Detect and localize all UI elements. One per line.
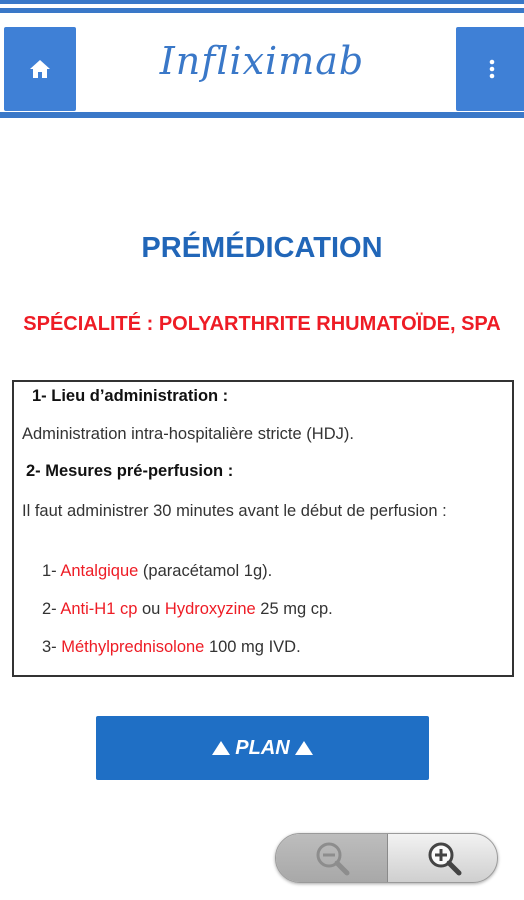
drug-name: Antalgique [60,562,139,580]
triangle-up-icon [294,740,314,756]
dosage-text: ou [137,600,165,618]
zoom-out-button[interactable] [276,834,387,882]
drug-name: Hydroxyzine [164,600,256,618]
specialty-heading: SPÉCIALITÉ : POLYARTHRITE RHUMATOÏDE, SPA [23,313,501,335]
list-item-number: 3- [42,638,62,656]
list-item [42,638,301,657]
menu-button[interactable] [456,27,524,111]
dosage-text: (paracétamol 1g). [138,562,273,580]
plan-button[interactable] [96,716,429,780]
app-title: Infliximab [159,39,365,83]
dosage-text: 25 mg cp. [255,600,333,618]
section1-heading: 1- Lieu d’administration : [32,387,229,405]
list-item [42,600,333,619]
premedication-info-box [12,380,514,677]
zoom-in-button[interactable] [387,834,498,882]
drug-name: Anti-H1 cp [60,600,138,618]
zoom-in-icon [426,840,462,876]
list-item-number: 1- [42,562,61,580]
dosage-text: 100 mg IVD. [204,638,301,656]
list-item-number: 2- [42,600,61,618]
home-button[interactable] [4,27,76,111]
top-accent-line [0,0,524,4]
home-icon [29,59,51,79]
more-vertical-icon [489,59,495,79]
list-item [42,562,272,581]
section2-intro: Il faut administrer 30 minutes avant le début de perfusion : [22,502,447,520]
zoom-out-icon [314,840,350,876]
plan-button-label: PLAN [235,736,290,759]
zoom-control [275,833,498,883]
drug-name: Méthylprednisolone [61,638,205,656]
app-header [0,8,524,118]
triangle-up-icon [211,740,231,756]
section1-text: Administration intra-hospitalière stricte (HDJ). [22,425,354,443]
section2-heading: 2- Mesures pré-perfusion : [26,462,234,480]
page-title: PRÉMÉDICATION [141,232,383,264]
